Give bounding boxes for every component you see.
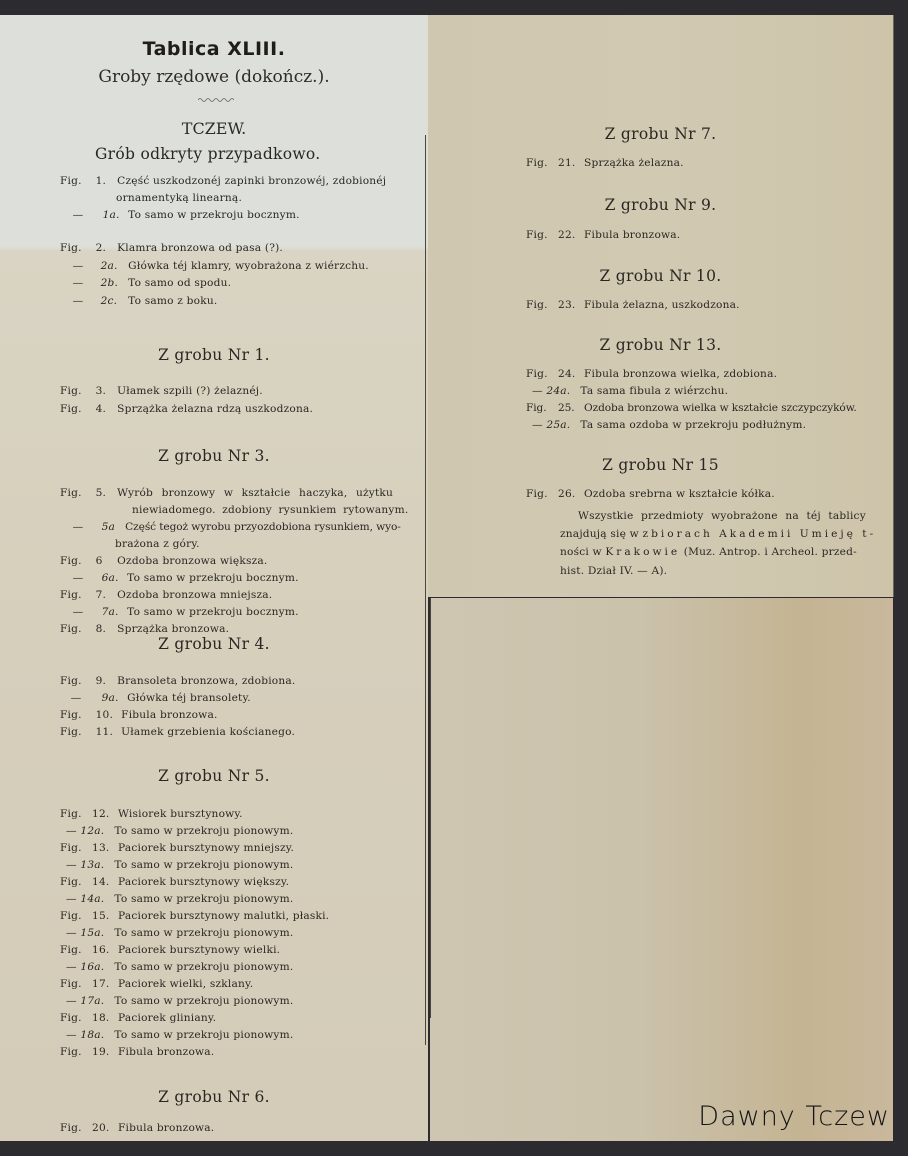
- figure-entry: Fig. 12. Wisiorek bursztynowy.: [60, 808, 243, 820]
- section-heading: Z grobu Nr 7.: [604, 125, 717, 143]
- figure-entry-continuation: niewiadomego. zdobiony rysunkiem rytowanym.: [132, 504, 409, 516]
- figure-entry: Fig. 5. Wyrób bronzowy w kształcie haczyka, użytku: [60, 487, 394, 499]
- figure-entry: — 2a. Główka téj klamry, wyobrażona z wiérzchu.: [72, 260, 369, 272]
- section-heading: Z grobu Nr 6.: [158, 1088, 270, 1106]
- section-heading: Z grobu Nr 10.: [599, 267, 722, 285]
- section-heading: Z grobu Nr 4.: [158, 635, 270, 653]
- location-heading: TCZEW.: [181, 119, 247, 138]
- figure-entry: — 2c. To samo z boku.: [72, 295, 218, 307]
- figure-entry: Fig. 22. Fibula bronzowa.: [526, 229, 681, 241]
- figure-entry: Fig. 1. Część uszkodzonéj zapinki bronzowéj, zdobionéj: [60, 175, 387, 187]
- figure-entry: Fig. 20. Fibula bronzowa.: [60, 1122, 215, 1134]
- figure-entry: — 5a Część tegoż wyrobu przyozdobiona rysunkiem, wyo-: [72, 521, 401, 533]
- figure-entry: Fig. 4. Sprzążka żelazna rdzą uszkodzona.: [60, 403, 314, 415]
- figure-entry: Fig. 24. Fibula bronzowa wielka, zdobiona.: [526, 368, 778, 380]
- figure-entry: Fig. 17. Paciorek wielki, szklany.: [60, 978, 254, 990]
- figure-entry: Fig. 21. Sprzążka żelazna.: [526, 157, 684, 169]
- figure-entry-continuation: brażona z góry.: [115, 538, 200, 550]
- figure-entry: — 7a. To samo w przekroju bocznym.: [72, 606, 299, 618]
- page-gutter-rule: [430, 598, 431, 1018]
- page-gutter-rule: [425, 135, 426, 1045]
- figure-entry: — 18a. To samo w przekroju pionowym.: [66, 1029, 294, 1041]
- figure-entry: Fig. 3. Ułamek szpili (?) żelaznéj.: [60, 385, 263, 397]
- figure-entry: — 17a. To samo w przekroju pionowym.: [66, 995, 294, 1007]
- figure-entry: Fig. 18. Paciorek gliniany.: [60, 1012, 217, 1024]
- figure-entry: — 12a. To samo w przekroju pionowym.: [66, 825, 294, 837]
- figure-entry: — 13a. To samo w przekroju pionowym.: [66, 859, 294, 871]
- right-page-blank-area: [430, 598, 893, 1141]
- section-heading: Z grobu Nr 15: [602, 456, 719, 474]
- note-line-2: znajdują się w zbiorach Akademii Umieję t-: [560, 528, 877, 541]
- section-heading: Z grobu Nr 1.: [158, 346, 270, 364]
- figure-entry-continuation: ornamentyką linearną.: [116, 192, 243, 204]
- figure-entry: Fig. 8. Sprzążka bronzowa.: [60, 623, 230, 635]
- plate-title: Tablica XLIII.: [142, 38, 286, 60]
- figure-entry: Fig. 2. Klamra bronzowa od pasa (?).: [60, 242, 283, 254]
- figure-entry: Fig. 23. Fibula żelazna, uszkodzona.: [526, 299, 740, 311]
- figure-entry: — 9a. Główka téj bransolety.: [70, 692, 251, 704]
- plate-subtitle: Groby rzędowe (dokończ.).: [98, 67, 330, 87]
- figure-entry: — 6a. To samo w przekroju bocznym.: [72, 572, 299, 584]
- figure-entry: Fig. 13. Paciorek bursztynowy mniejszy.: [60, 842, 295, 854]
- collection-note: Wszystkie przedmioty wyobrażone na téj tablicy znajdują się w zbiorach Akademii Umieję t- ności w Krakowie (Muz. Antrop. i Archeol. przed- hist. Dział IV. — A).: [560, 507, 880, 580]
- figure-entry: — 24a. Ta sama fibula z wiérzchu.: [532, 385, 729, 397]
- figure-entry: Fig. 25. Ozdoba bronzowa wielka w kształcie szczypczyków.: [526, 402, 857, 414]
- note-line-3: ności w Krakowie (Muz. Antrop. i Archeol. przed-: [560, 546, 857, 559]
- figure-entry: Fig. 15. Paciorek bursztynowy malutki, płaski.: [60, 910, 330, 922]
- figure-entry: — 25a. Ta sama ozdoba w przekroju podłużnym.: [532, 419, 807, 431]
- figure-entry: Fig. 10. Fibula bronzowa.: [60, 709, 218, 721]
- figure-entry: — 15a. To samo w przekroju pionowym.: [66, 927, 294, 939]
- section-heading: Z grobu Nr 3.: [158, 447, 270, 465]
- figure-entry: — 2b. To samo od spodu.: [72, 277, 232, 289]
- figure-entry: — 16a. To samo w przekroju pionowym.: [66, 961, 294, 973]
- figure-entry: Fig. 11. Ułamek grzebienia kościanego.: [60, 726, 296, 738]
- figure-entry: — 14a. To samo w przekroju pionowym.: [66, 893, 294, 905]
- figure-entry: Fig. 19. Fibula bronzowa.: [60, 1046, 215, 1058]
- right-page: [428, 15, 894, 597]
- watermark: Dawny Tczew: [698, 1101, 890, 1132]
- figure-entry: Fig. 26. Ozdoba srebrna w kształcie kółka.: [526, 488, 775, 500]
- section-heading: Z grobu Nr 9.: [604, 196, 717, 214]
- figure-entry: Fig. 14. Paciorek bursztynowy większy.: [60, 876, 290, 888]
- figure-entry: Fig. 16. Paciorek bursztynowy wielki.: [60, 944, 281, 956]
- section-intro-heading: Grób odkryty przypadkowo.: [95, 145, 321, 163]
- section-heading: Z grobu Nr 13.: [599, 336, 722, 354]
- figure-entry: Fig. 6 Ozdoba bronzowa większa.: [60, 555, 268, 567]
- section-heading: Z grobu Nr 5.: [158, 767, 270, 785]
- figure-entry: Fig. 9. Bransoleta bronzowa, zdobiona.: [60, 675, 296, 687]
- figure-entry: — 1a. To samo w przekroju bocznym.: [72, 209, 300, 221]
- left-page: [0, 15, 428, 1141]
- squiggle-ornament-icon: [198, 97, 234, 103]
- figure-entry: Fig. 7. Ozdoba bronzowa mniejsza.: [60, 589, 273, 601]
